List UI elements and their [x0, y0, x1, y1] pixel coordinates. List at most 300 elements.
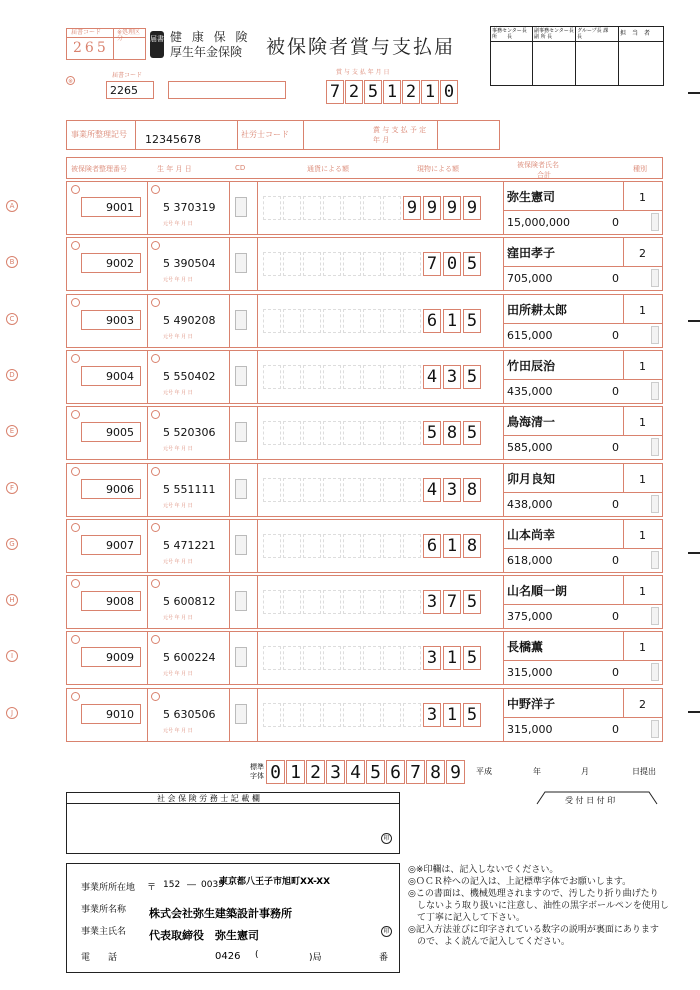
note-line: しないよう取り扱いに注意し、油性の黒字ボールペンを使用し — [408, 901, 669, 911]
amount-digit-box[interactable] — [303, 252, 321, 276]
cd-box[interactable] — [235, 591, 247, 611]
total-amount: 315,000 — [507, 666, 553, 679]
code-field[interactable] — [106, 81, 154, 99]
birth-value[interactable]: 5 551111 — [163, 483, 216, 496]
amount-digit-box[interactable] — [363, 534, 381, 558]
cd-box[interactable] — [235, 253, 247, 273]
kind-value[interactable]: 2 — [639, 698, 646, 711]
row-side-box — [651, 495, 659, 513]
insured-name: 窪田孝子 — [507, 246, 556, 260]
pay-date-digit[interactable]: 5 — [364, 80, 382, 104]
extra-amount: 0 — [612, 329, 619, 342]
amount-digit-box[interactable] — [263, 365, 281, 389]
amount-digit-box[interactable] — [403, 421, 421, 445]
kind-value[interactable]: 1 — [639, 416, 646, 429]
submit-day-label: 日提出 — [632, 767, 656, 776]
amount-digit-box[interactable] — [263, 534, 281, 558]
approval-box — [490, 26, 664, 86]
amount-digit-box[interactable] — [263, 478, 281, 502]
total-amount: 315,000 — [507, 723, 553, 736]
insured-no-field[interactable] — [81, 253, 141, 273]
insured-no-field[interactable] — [81, 422, 141, 442]
birth-value[interactable]: 5 490208 — [163, 314, 216, 327]
postal-code-1: 152 — [163, 880, 181, 890]
amount-digit-box[interactable] — [363, 252, 381, 276]
row-letter: F — [6, 482, 18, 494]
amount-digit-box[interactable] — [383, 478, 401, 502]
total-amount: 585,000 — [507, 441, 553, 454]
amount-digit-box[interactable]: 4 — [423, 365, 441, 389]
extra-amount: 0 — [612, 385, 619, 398]
code-field-value: 2265 — [110, 84, 138, 97]
field-marker — [71, 185, 80, 194]
sharoshi-box — [66, 792, 400, 854]
amount-digit-box[interactable] — [303, 534, 321, 558]
insured-no-value: 9008 — [106, 595, 134, 608]
amount-digit-box[interactable] — [323, 646, 341, 670]
insured-no-value: 9007 — [106, 539, 134, 552]
office-number-label: 事業所整理記号 — [71, 130, 127, 139]
col-currency: 通貨による額 — [307, 165, 349, 173]
field-marker — [71, 523, 80, 532]
kind-value[interactable]: 1 — [639, 473, 646, 486]
table-row — [0, 688, 700, 742]
amount-digit-box[interactable] — [383, 703, 401, 727]
form-title: 被保険者賞与支払届 — [266, 36, 456, 58]
row-side-box — [651, 213, 659, 231]
amount-digit-box[interactable] — [363, 646, 381, 670]
amount-digit-box[interactable]: 8 — [443, 421, 461, 445]
amount-digit-box[interactable] — [323, 590, 341, 614]
amount-digit-box[interactable] — [403, 252, 421, 276]
amount-digit-box[interactable] — [263, 590, 281, 614]
pay-date-digit[interactable]: 1 — [421, 80, 439, 104]
insured-no-field[interactable] — [81, 197, 141, 217]
row-letter: G — [6, 538, 18, 550]
row-side-box — [651, 663, 659, 681]
amount-digit-box[interactable] — [363, 196, 381, 220]
amount-digit-box[interactable]: 5 — [463, 252, 481, 276]
col-cd: CD — [235, 164, 246, 172]
field-marker — [71, 467, 80, 476]
amount-digit-box[interactable]: 5 — [463, 421, 481, 445]
kind-value[interactable]: 1 — [639, 360, 646, 373]
planned-pay-label: 賞 与 支 払 予 定 年 月 — [373, 126, 427, 144]
form-code-label: 届書コード — [71, 29, 102, 36]
amount-digit-box[interactable] — [343, 365, 361, 389]
col-birth: 生 年 月 日 — [157, 165, 192, 173]
month-label: 月 — [581, 767, 589, 776]
table-row — [0, 519, 700, 573]
amount-digit-box[interactable] — [343, 646, 361, 670]
total-amount: 15,000,000 — [507, 216, 570, 229]
employer-box — [66, 863, 400, 973]
amount-digit-box[interactable]: 3 — [443, 478, 461, 502]
row-side-box — [651, 720, 659, 738]
insurance-line-2: 厚生年金保険 — [170, 45, 243, 59]
amount-digit-box[interactable]: 3 — [423, 703, 441, 727]
insured-no-field[interactable] — [81, 647, 141, 667]
amount-digit-box[interactable]: 7 — [443, 590, 461, 614]
cd-box[interactable] — [235, 366, 247, 386]
amount-digit-box[interactable] — [383, 309, 401, 333]
total-amount: 705,000 — [507, 272, 553, 285]
col-gender: 種別 — [633, 165, 647, 173]
field-marker — [71, 579, 80, 588]
amount-digit-box[interactable]: 1 — [443, 534, 461, 558]
amount-digit-box[interactable] — [283, 478, 301, 502]
amount-digit-box[interactable] — [263, 196, 281, 220]
pay-date-digits — [326, 80, 466, 106]
extra-amount: 0 — [612, 498, 619, 511]
insured-name: 田所耕太郎 — [507, 303, 568, 317]
amount-digit-box[interactable] — [283, 534, 301, 558]
amount-digit-box[interactable] — [323, 252, 341, 276]
cd-box[interactable] — [235, 704, 247, 724]
amount-digit-box[interactable]: 5 — [463, 703, 481, 727]
field-marker — [151, 523, 160, 532]
ymd-hint: 元号 年 月 日 — [163, 390, 193, 396]
approval-col-1: 事務センター長 所 長 — [492, 28, 527, 40]
amount-digit-box[interactable]: 5 — [463, 309, 481, 333]
birth-value[interactable]: 5 600812 — [163, 595, 216, 608]
amount-digit-box[interactable]: 9 — [463, 196, 481, 220]
receipt-stamp-label: 受 付 日 付 印 — [565, 796, 616, 805]
field-marker — [71, 692, 80, 701]
field-marker — [71, 410, 80, 419]
col-name: 被保険者氏名 — [517, 161, 559, 169]
cd-box[interactable] — [235, 535, 247, 555]
birth-value[interactable]: 5 630506 — [163, 708, 216, 721]
amount-digit-box[interactable]: 7 — [423, 252, 441, 276]
office-number-value[interactable]: 12345678 — [145, 133, 201, 146]
amount-digit-box[interactable] — [283, 365, 301, 389]
amount-digit-box[interactable] — [363, 590, 381, 614]
amount-digit-box[interactable] — [343, 590, 361, 614]
amount-digit-box[interactable]: 1 — [443, 703, 461, 727]
form-code-value: 265 — [73, 40, 109, 56]
form-code-box — [66, 28, 146, 60]
amount-digit-box[interactable] — [303, 365, 321, 389]
kind-value[interactable]: 1 — [639, 641, 646, 654]
field-marker — [151, 298, 160, 307]
kind-value[interactable]: 1 — [639, 585, 646, 598]
amount-digit-box[interactable] — [283, 703, 301, 727]
field-marker — [151, 241, 160, 250]
cd-box[interactable] — [235, 197, 247, 217]
address-value[interactable]: 東京都八王子市旭町XX-XX — [219, 877, 331, 887]
amount-digit-box[interactable] — [263, 309, 281, 333]
edge-mark — [688, 92, 700, 94]
amount-digit-box[interactable]: 4 — [423, 478, 441, 502]
amount-digit-box[interactable] — [283, 646, 301, 670]
ymd-hint: 元号 年 月 日 — [163, 559, 193, 565]
amount-digit-box[interactable]: 9 — [423, 196, 441, 220]
phone-label: 電 話 — [81, 953, 118, 963]
row-letter: D — [6, 369, 18, 381]
row-letter: J — [6, 707, 18, 719]
amount-digit-box[interactable] — [303, 590, 321, 614]
amount-digit-box[interactable] — [383, 196, 401, 220]
amount-digit-box[interactable] — [363, 309, 381, 333]
insured-no-field[interactable] — [81, 535, 141, 555]
address-label: 事業所所在地 — [81, 883, 136, 893]
note-line: ◎ＯＣＲ枠への記入は、上記標準字体でお願いします。 — [408, 877, 632, 887]
standard-digit: 2 — [306, 760, 325, 784]
code-field-label: 届書コード — [112, 72, 143, 79]
cd-box[interactable] — [235, 647, 247, 667]
col-insured-no: 被保険者整理番号 — [71, 165, 127, 173]
total-amount: 438,000 — [507, 498, 553, 511]
pay-date-digit[interactable]: 1 — [383, 80, 401, 104]
amount-digit-box[interactable] — [303, 703, 321, 727]
amount-digit-box[interactable] — [323, 365, 341, 389]
field-marker — [151, 467, 160, 476]
pay-date-digit[interactable]: 2 — [345, 80, 363, 104]
amount-digit-box[interactable]: 9 — [403, 196, 421, 220]
total-amount: 618,000 — [507, 554, 553, 567]
insured-no-field[interactable] — [81, 310, 141, 330]
extra-amount: 0 — [612, 441, 619, 454]
amount-digit-box[interactable] — [403, 309, 421, 333]
amount-digit-box[interactable] — [283, 309, 301, 333]
insured-no-value: 9004 — [106, 370, 134, 383]
amount-digit-box[interactable]: 8 — [463, 478, 481, 502]
standard-digit: 6 — [386, 760, 405, 784]
amount-digit-box[interactable] — [283, 421, 301, 445]
field-marker — [151, 635, 160, 644]
insured-name: 山本尚幸 — [507, 528, 556, 542]
insured-no-value: 9003 — [106, 314, 134, 327]
insured-no-field[interactable] — [81, 704, 141, 724]
amount-digit-box[interactable]: 1 — [443, 646, 461, 670]
amount-digit-box[interactable]: 5 — [463, 646, 481, 670]
amount-digit-box[interactable]: 3 — [423, 590, 441, 614]
insurance-line-1: 健 康 保 険 — [170, 30, 251, 44]
amount-digit-box[interactable] — [283, 590, 301, 614]
amount-digit-box[interactable] — [403, 478, 421, 502]
pay-date-label: 賞 与 支 払 年 月 日 — [336, 69, 390, 76]
row-side-box — [651, 438, 659, 456]
amount-digit-box[interactable] — [403, 590, 421, 614]
amount-digit-box[interactable] — [323, 196, 341, 220]
phone-paren-open: ( — [255, 950, 259, 960]
standard-digit: 9 — [446, 760, 465, 784]
seal-tag — [150, 31, 164, 58]
row-frame — [66, 519, 663, 573]
amount-digit-box[interactable] — [383, 646, 401, 670]
amount-digit-box[interactable]: 9 — [443, 196, 461, 220]
amount-digit-box[interactable] — [303, 309, 321, 333]
owner-label: 事業主氏名 — [81, 927, 127, 937]
insured-no-field[interactable] — [81, 591, 141, 611]
amount-digit-box[interactable] — [343, 478, 361, 502]
birth-value[interactable]: 5 600224 — [163, 651, 216, 664]
amount-digit-box[interactable]: 5 — [423, 421, 441, 445]
amount-digit-box[interactable] — [403, 534, 421, 558]
amount-digit-box[interactable] — [363, 365, 381, 389]
field-marker — [151, 692, 160, 701]
kind-value[interactable]: 1 — [639, 191, 646, 204]
standard-digit: 5 — [366, 760, 385, 784]
era-label: 平成 — [476, 767, 492, 776]
sharoshi-seal: 印 — [381, 833, 392, 844]
notes — [408, 864, 693, 948]
phone-area[interactable]: 0426 — [215, 951, 241, 962]
table-row — [0, 631, 700, 685]
column-header — [66, 157, 663, 179]
amount-digit-box[interactable] — [263, 646, 281, 670]
amount-digit-box[interactable] — [363, 478, 381, 502]
ymd-hint: 元号 年 月 日 — [163, 221, 193, 227]
phone-ban: 番 — [379, 953, 389, 963]
field-marker — [71, 298, 80, 307]
birth-value[interactable]: 5 520306 — [163, 426, 216, 439]
amount-digit-box[interactable] — [343, 196, 361, 220]
insured-no-field[interactable] — [81, 479, 141, 499]
amount-digit-box[interactable] — [263, 703, 281, 727]
owner-value[interactable]: 代表取締役 弥生憲司 — [149, 929, 259, 942]
amount-digit-box[interactable] — [303, 421, 321, 445]
amount-digit-box[interactable]: 8 — [463, 534, 481, 558]
insured-no-value: 9001 — [106, 201, 134, 214]
amount-digit-box[interactable] — [363, 421, 381, 445]
amount-digit-box[interactable] — [343, 534, 361, 558]
amount-digit-box[interactable] — [403, 646, 421, 670]
amount-digit-box[interactable] — [383, 252, 401, 276]
ymd-hint: 元号 年 月 日 — [163, 446, 193, 452]
amount-digit-box[interactable] — [263, 421, 281, 445]
kind-value[interactable]: 1 — [639, 529, 646, 542]
table-row — [0, 350, 700, 404]
birth-value[interactable]: 5 471221 — [163, 539, 216, 552]
insured-no-value: 9010 — [106, 708, 134, 721]
amount-digit-box[interactable]: 5 — [463, 590, 481, 614]
amount-digit-box[interactable] — [323, 421, 341, 445]
amount-digit-box[interactable]: 6 — [423, 309, 441, 333]
amount-digit-box[interactable] — [383, 421, 401, 445]
insured-name: 弥生憲司 — [507, 190, 556, 204]
row-frame — [66, 350, 663, 404]
company-name-value[interactable]: 株式会社弥生建築設計事務所 — [149, 907, 292, 920]
birth-value[interactable]: 5 370319 — [163, 201, 216, 214]
total-amount: 375,000 — [507, 610, 553, 623]
insured-name: 山名順一朗 — [507, 584, 568, 598]
amount-digit-box[interactable] — [303, 646, 321, 670]
insured-no-value: 9006 — [106, 483, 134, 496]
extra-amount: 0 — [612, 723, 619, 736]
amount-digit-box[interactable]: 5 — [463, 365, 481, 389]
kind-value[interactable]: 2 — [639, 247, 646, 260]
row-letter: A — [6, 200, 18, 212]
amount-digit-box[interactable] — [343, 309, 361, 333]
cd-box[interactable] — [235, 479, 247, 499]
amount-digit-box[interactable]: 0 — [443, 252, 461, 276]
seal-tag-text: 届書 — [150, 35, 164, 43]
cd-box[interactable] — [235, 310, 247, 330]
amount-digit-box[interactable] — [323, 309, 341, 333]
pay-date-digit[interactable]: 2 — [402, 80, 420, 104]
table-row — [0, 181, 700, 235]
amount-digit-box[interactable] — [323, 703, 341, 727]
note-line: ◎記入方法並びに印字されている数字の説明が裏面にあります — [408, 925, 659, 935]
row-frame — [66, 463, 663, 517]
approval-col-4: 担 当 者 — [620, 30, 651, 37]
col-total: 合計 — [537, 171, 551, 179]
insured-no-value: 9002 — [106, 257, 134, 270]
amount-digit-box[interactable] — [403, 365, 421, 389]
extra-amount: 0 — [612, 610, 619, 623]
pay-date-digit[interactable]: 0 — [440, 80, 458, 104]
amount-digit-box[interactable] — [363, 703, 381, 727]
insured-name: 卯月良知 — [507, 472, 556, 486]
amount-digit-box[interactable]: 3 — [443, 365, 461, 389]
row-letter: H — [6, 594, 18, 606]
insured-name: 竹田辰治 — [507, 359, 556, 373]
cd-box[interactable] — [235, 422, 247, 442]
birth-value[interactable]: 5 390504 — [163, 257, 216, 270]
year-label: 年 — [533, 767, 541, 776]
row-side-box — [651, 326, 659, 344]
ymd-hint: 元号 年 月 日 — [163, 334, 193, 340]
amount-digit-box[interactable] — [383, 534, 401, 558]
amount-digit-box[interactable] — [403, 703, 421, 727]
field-marker — [71, 354, 80, 363]
amount-digit-box[interactable] — [263, 252, 281, 276]
amount-digit-box[interactable] — [323, 534, 341, 558]
blank-field-1 — [168, 81, 286, 99]
sharoshi-box-title: 社 会 保 険 労 務 士 記 載 欄 — [157, 794, 260, 803]
phone-paren-close: )局 — [309, 953, 322, 963]
standard-digit: 1 — [286, 760, 305, 784]
table-row — [0, 575, 700, 629]
amount-digit-box[interactable] — [343, 703, 361, 727]
amount-digit-box[interactable] — [343, 421, 361, 445]
insured-no-field[interactable] — [81, 366, 141, 386]
amount-digit-box[interactable] — [303, 478, 321, 502]
amount-digit-box[interactable] — [383, 590, 401, 614]
amount-digit-box[interactable] — [303, 196, 321, 220]
note-line: ◎この書面は、機械処理されますので、汚したり折り曲げたり — [408, 889, 659, 899]
extra-amount: 0 — [612, 554, 619, 567]
row-side-box — [651, 551, 659, 569]
amount-digit-box[interactable] — [283, 252, 301, 276]
birth-value[interactable]: 5 550402 — [163, 370, 216, 383]
row-side-box — [651, 269, 659, 287]
amount-digit-box[interactable]: 3 — [423, 646, 441, 670]
standard-digit: 4 — [346, 760, 365, 784]
amount-digit-box[interactable] — [283, 196, 301, 220]
row-letter: E — [6, 425, 18, 437]
amount-digit-box[interactable]: 1 — [443, 309, 461, 333]
amount-digit-box[interactable] — [343, 252, 361, 276]
field-marker — [71, 241, 80, 250]
insured-no-value: 9009 — [106, 651, 134, 664]
table-row — [0, 463, 700, 517]
sharoshi-code-label: 社労士コード — [241, 130, 289, 139]
total-amount: 615,000 — [507, 329, 553, 342]
ymd-hint: 元号 年 月 日 — [163, 671, 193, 677]
postal-code-2: 0035 — [201, 880, 224, 890]
amount-digit-box[interactable] — [323, 478, 341, 502]
amount-digit-box[interactable]: 6 — [423, 534, 441, 558]
amount-digit-box[interactable] — [383, 365, 401, 389]
edge-mark — [688, 552, 700, 554]
kind-value[interactable]: 1 — [639, 304, 646, 317]
note-line: ので、よく読んで記入してください。 — [408, 937, 570, 947]
pay-date-digit[interactable]: 7 — [326, 80, 344, 104]
insured-name: 鳥海清一 — [507, 415, 556, 429]
